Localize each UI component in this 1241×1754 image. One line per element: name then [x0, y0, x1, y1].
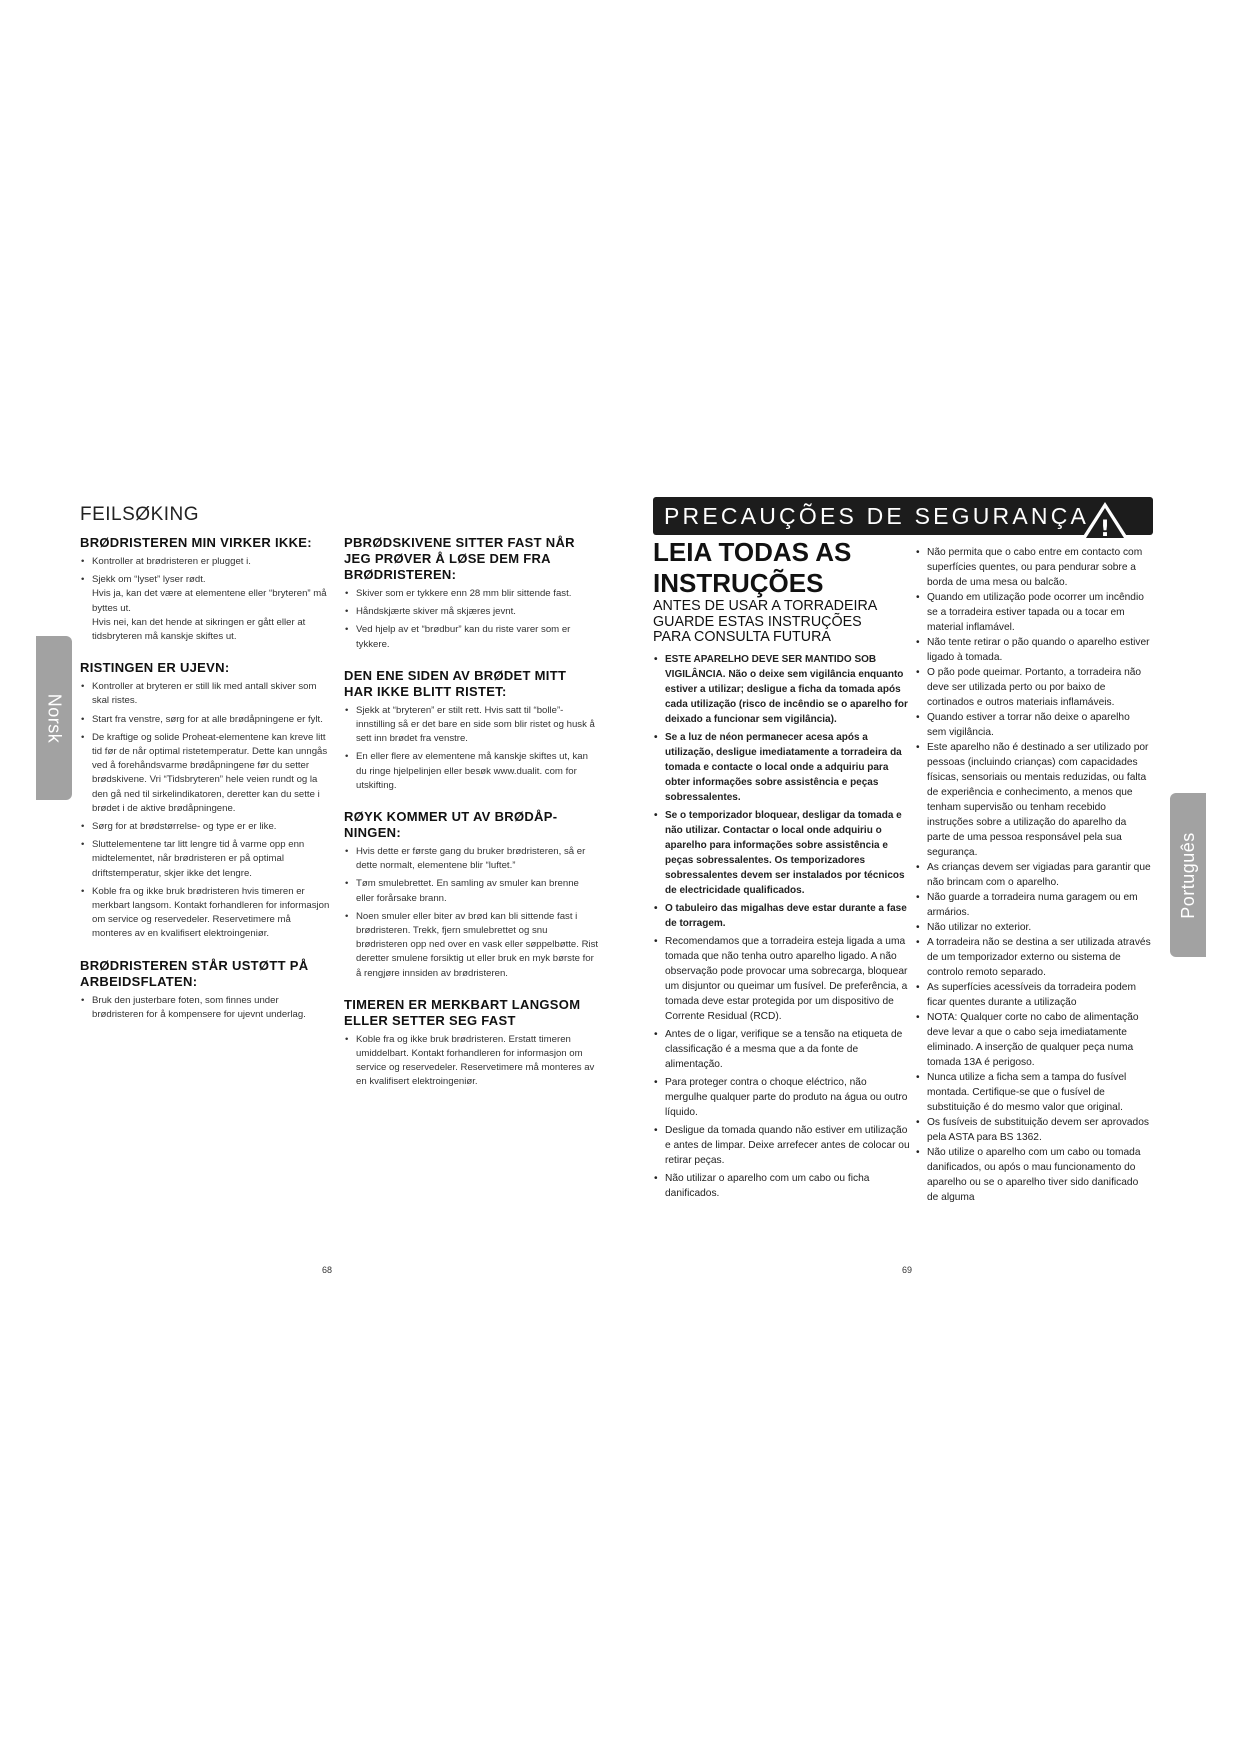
bullet-list — [80, 680, 330, 941]
list-item: • Kontroller at bryteren er still lik med antall skiver som skal ristes. — [80, 680, 330, 708]
list-item: • Koble fra og ikke bruk brødristeren. Erstatt timeren umiddelbart. Kontakt forhandleren for informasjon om service og reservedeler. Reservetimere må monteres av en kvalifisert elektroingeniør. — [344, 1033, 599, 1090]
list-item: • Para proteger contra o choque eléctrico, não mergulhe qualquer parte do produto na água ou outro líquido. — [653, 1075, 911, 1120]
list-item: • Não utilizar o aparelho com um cabo ou ficha danificados. — [653, 1171, 911, 1201]
language-tab-label: Português — [1177, 831, 1198, 919]
list-item: • Se o temporizador bloquear, desligar da tomada e não utilizar. Contactar o local onde adquiriu o aparelho para informações sobre assistência e peças sobressalentes. Os temporizadores sobressalentes devem ser instalados por técnicos de electricidade qualificados. — [653, 808, 911, 898]
list-item: • NOTA: Qualquer corte no cabo de alimentação deve levar a que o cabo seja imediatamente eliminado. A inserção de qualquer peça numa tomada 13A é perigoso. — [915, 1010, 1151, 1070]
main-heading-line-1: LEIA TODAS AS — [653, 537, 852, 567]
section-heading: BRØDRISTEREN MIN VIRKER IKKE: — [80, 535, 312, 550]
section-heading: TIMEREN ER MERKBART LANGSOM ELLER SETTER SEG FAST — [344, 996, 581, 1028]
list-item: • Sørg for at brødstørrelse- og type er er like. — [80, 820, 330, 834]
list-item: • As superfícies acessíveis da torradeira podem ficar quentes durante a utilização — [915, 980, 1151, 1010]
left-column-1 — [80, 535, 330, 1028]
subheading-block — [653, 599, 923, 646]
list-item: • Sluttelementene tar litt lengre tid å varme opp enn midtelementet, når brødristeren er på optimal driftstemperatur, skjer ikke det lengre. — [80, 838, 330, 881]
language-tab-label: Norsk — [44, 693, 65, 743]
list-item: • Sjekk om “lyset” lyser rødt. Hvis ja, kan det være at elementene eller “bryteren” må byttes ut. Hvis nei, kan det hende at sikringen er gått eller at tidsbryteren må kanskje skiftes ut. — [80, 573, 330, 644]
list-item: • Noen smuler eller biter av brød kan bli sittende fast i brødristeren. Trekk, fjern smulebrettet og snu brødristeren opp ned over en vask eller søppelbøtte. Rist deretter smulene forsiktig ut eller bruk en myk børste for å rengjøre innsiden av brødristeren. — [344, 910, 599, 981]
language-tab-portugues — [1170, 793, 1206, 957]
list-item: • Hvis dette er første gang du bruker brødristeren, så er dette normalt, elementene blir “luftet.” — [344, 845, 599, 873]
list-item: • Quando em utilização pode ocorrer um incêndio se a torradeira estiver tapada ou a tocar em material inflamável. — [915, 590, 1151, 635]
list-item: • Os fusíveis de substituição devem ser aprovados pela ASTA para BS 1362. — [915, 1115, 1151, 1145]
bullet-list — [344, 587, 599, 652]
list-item: • Kontroller at brødristeren er plugget i. — [80, 555, 330, 569]
list-item: • Desligue da tomada quando não estiver em utilização e antes de limpar. Deixe arrefecer antes de colocar ou retirar peças. — [653, 1123, 911, 1168]
page-number-left: 68 — [322, 1265, 333, 1275]
section-heading: DEN ENE SIDEN AV BRØDET MITT HAR IKKE BLITT RISTET: — [344, 667, 567, 699]
page-title-feilsoking: FEILSØKING — [80, 504, 200, 525]
left-column-2 — [344, 535, 599, 1096]
list-item: • ESTE APARELHO DEVE SER MANTIDO SOB VIGILÂNCIA. Não o deixe sem vigilância enquanto estiver a utilizar; desligue a ficha da tomada após cada utilização (risco de incêndio se o aparelho for deixado a funcionar sem vigilância). — [653, 652, 911, 727]
safety-banner — [653, 497, 1153, 542]
list-item: • Sjekk at “bryteren” er stilt rett. Hvis satt til “bolle”-innstilling så er det bare en side som blir ristet og husk å sett inn brødet fra venstre. — [344, 704, 599, 747]
list-item: • Antes de o ligar, verifique se a tensão na etiqueta de classificação é a mesma que a da fonte de alimentação. — [653, 1027, 911, 1072]
list-item: • A torradeira não se destina a ser utilizada através de um temporizador externo ou sistema de controlo remoto separado. — [915, 935, 1151, 980]
section-heading: PBRØDSKIVENE SITTER FAST NÅR JEG PRØVER Å LØSE DEM FRA BRØDRISTEREN: — [344, 535, 575, 582]
language-tab-norsk — [36, 636, 72, 800]
subheading-1: ANTES DE USAR A TORRADEIRA — [653, 598, 878, 614]
page-number-right: 69 — [902, 1265, 913, 1275]
right-column-2 — [915, 545, 1151, 1205]
list-item: • Håndskjærte skiver må skjæres jevnt. — [344, 605, 599, 619]
list-item: • Se a luz de néon permanecer acesa após a utilização, desligue imediatamente a torradeira da tomada e contacte o local onde a adquiriu para obter informações sobre assistência e peças sobressalentes. — [653, 730, 911, 805]
list-item: • O tabuleiro das migalhas deve estar durante a fase de torragem. — [653, 901, 911, 931]
right-column-1 — [653, 652, 911, 1204]
bullet-list — [80, 555, 330, 644]
bullet-list — [344, 704, 599, 793]
section-heading: BRØDRISTEREN STÅR USTØTT PÅ ARBEIDSFLATEN: — [80, 957, 309, 989]
list-item: • Quando estiver a torrar não deixe o aparelho sem vigilância. — [915, 710, 1151, 740]
list-item: • Recomendamos que a torradeira esteja ligada a uma tomada que não tenha outro aparelho ligado. A não observação pode provocar uma sobrecarga, bloquear um disjuntor ou queimar um fusível. De preferência, a tomada deve estar protegida por um dispositivo de Corrente Residual (RCD). — [653, 934, 911, 1024]
list-item: • Não utilize o aparelho com um cabo ou tomada danificados, ou após o mau funcionamento do aparelho ou se o aparelho tiver sido danificado de alguma — [915, 1145, 1151, 1205]
list-item: • Não tente retirar o pão quando o aparelho estiver ligado à tomada. — [915, 635, 1151, 665]
main-heading-line-2: INSTRUÇÕES — [653, 568, 824, 598]
list-item: • Este aparelho não é destinado a ser utilizado por pessoas (incluindo crianças) com capacidades físicas, sensoriais ou mentais reduzidas, ou falta de experiência e conhecimento, a menos que tenham supervisão ou tenham recebido instruções sobre a utilização do aparelho da parte de uma pessoa responsável pela sua segurança. — [915, 740, 1151, 860]
section-heading: RISTINGEN ER UJEVN: — [80, 660, 230, 676]
main-heading — [653, 537, 903, 599]
list-item: • Koble fra og ikke bruk brødristeren hvis timeren er merkbart langsom. Kontakt forhandleren for informasjon om service og reservedeler. Reservetimere må monteres av en kvalifisert elektroingeniør. — [80, 885, 330, 942]
warning-symbol: ! — [1099, 517, 1111, 542]
list-item: • De kraftige og solide Proheat-elementene kan kreve litt tid før de når optimal ristetemperatur. Dette kan unngås ved å forehåndsvarme brødåpningene før du setter brødskivene. Vri “Tidsbryteren” hele veien rundt og la den gå ned til sirkelindikatoren, deretter kan du sette i brødet i de aktive brødåpningene. — [80, 731, 330, 816]
warning-triangle-icon — [1077, 499, 1133, 543]
list-item: • O pão pode queimar. Portanto, a torradeira não deve ser utilizada perto ou por baixo de cortinados e outros materiais inflamáveis. — [915, 665, 1151, 710]
bullet-list — [80, 994, 330, 1022]
subheading-3: PARA CONSULTA FUTURA — [653, 629, 831, 646]
bullet-list — [344, 1033, 599, 1090]
banner-title: PRECAUÇÕES DE SEGURANÇA — [664, 503, 1090, 529]
list-item: • Tøm smulebrettet. En samling av smuler kan brenne eller forårsake brann. — [344, 877, 599, 905]
list-item: • Não utilizar no exterior. — [915, 920, 1151, 935]
subheading-2: GUARDE ESTAS INSTRUÇÕES — [653, 613, 862, 630]
list-item: • Start fra venstre, sørg for at alle brødåpningene er fylt. — [80, 713, 330, 727]
list-item: • As crianças devem ser vigiadas para garantir que não brincam com o aparelho. — [915, 860, 1151, 890]
list-item: • Nunca utilize a ficha sem a tampa do fusível montada. Certifique-se que o fusível de substituição é do mesmo valor que original. — [915, 1070, 1151, 1115]
list-item: • Bruk den justerbare foten, som finnes under brødristeren for å kompensere for ujevnt underlag. — [80, 994, 330, 1022]
list-item: • Não guarde a torradeira numa garagem ou em armários. — [915, 890, 1151, 920]
list-item: • En eller flere av elementene må kanskje skiftes ut, kan du ringe hjelpelinjen eller besøk www.dualit. com for utskifting. — [344, 750, 599, 793]
section-heading: RØYK KOMMER UT AV BRØDÅP-NINGEN: — [344, 809, 558, 841]
bullet-list — [344, 845, 599, 981]
list-item: • Skiver som er tykkere enn 28 mm blir sittende fast. — [344, 587, 599, 601]
list-item: • Ved hjelp av et “brødbur” kan du riste varer som er tykkere. — [344, 623, 599, 651]
list-item: • Não permita que o cabo entre em contacto com superfícies quentes, ou para pendurar sobre a borda de uma mesa ou balcão. — [915, 545, 1151, 590]
